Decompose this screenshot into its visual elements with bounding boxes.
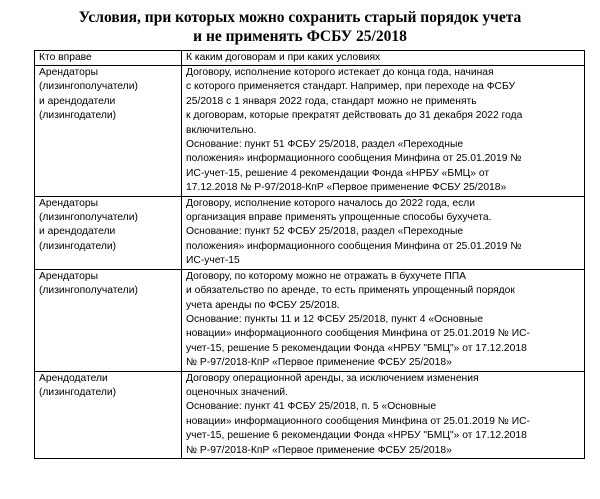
cell-conditions-line: 17.12.2018 № Р-97/2018-КпР «Первое применение ФСБУ 25/2018» [186,182,507,194]
cell-conditions-line: оценочных значений. [186,386,288,398]
cell-conditions [182,66,585,197]
title-line-1: Условия, при которых можно сохранить старый порядок учета [78,9,522,26]
cell-who [35,66,182,197]
cell-conditions-line: Основание: пункт 51 ФСБУ 25/2018, раздел «Переходные [186,139,464,151]
cell-who-line: и арендодатели [39,95,116,107]
table-header-row [35,51,585,66]
cell-conditions [182,371,585,458]
cell-who-line: (лизингодатели) [39,386,117,398]
table-body [35,66,585,459]
header-who: Кто вправе [35,51,182,66]
cell-conditions-line: положения» информационного сообщения Минфина от 25.01.2019 № [186,153,522,165]
table-row [35,196,585,269]
cell-conditions-line: № Р-97/2018-КпР «Первое применение ФСБУ 25/2018» [186,357,452,369]
table-row [35,66,585,197]
cell-conditions-line: № Р-97/2018-КпР «Первое применение ФСБУ 25/2018» [186,444,452,456]
document-title [0,8,600,46]
cell-who-line: и арендодатели [39,226,116,238]
table-row [35,269,585,371]
cell-conditions-line: к договорам, которые прекратят действовать до 31 декабря 2022 года [186,110,523,122]
cell-conditions [182,269,585,371]
cell-conditions [182,196,585,269]
header-which: К каким договорам и при каких условиях [182,51,585,66]
cell-who-line: Арендаторы [39,67,98,78]
cell-conditions-line: ИС-учет-15, решение 4 рекомендации Фонда «НРБУ «БМЦ» от [186,167,490,179]
cell-conditions-line: включительно. [186,124,257,136]
cell-conditions-line: Основание: пункты 11 и 12 ФСБУ 25/2018, пункт 4 «Основные [186,313,483,325]
cell-who-line: Арендаторы [39,270,98,282]
cell-who-line: (лизингополучатели) [39,212,138,224]
cell-who-line: Арендодатели [39,372,108,384]
cell-who-line: (лизингополучатели) [39,81,138,93]
cell-conditions-line: учет-15, решение 6 рекомендации Фонда «НРБУ "БМЦ"» от 17.12.2018 [186,430,527,442]
cell-conditions-line: Основание: пункт 41 ФСБУ 25/2018, п. 5 «Основные [186,401,437,413]
cell-who [35,269,182,371]
cell-conditions-line: Договору, исполнение которого началось до 2022 года, если [186,197,476,209]
cell-conditions-line: ИС-учет-15 [186,255,240,267]
cell-conditions-line: положения» информационного сообщения Минфина от 25.01.2019 № [186,240,522,252]
cell-conditions-line: Договору, исполнение которого истекает до конца года, начиная [186,67,494,78]
cell-who-line: Арендаторы [39,197,98,209]
cell-conditions-line: Договору, по которому можно не отражать в бухучете ППА [186,270,467,282]
cell-who [35,196,182,269]
cell-who [35,371,182,458]
cell-conditions-line: 25/2018 с 1 января 2022 года, стандарт можно не применять [186,95,477,107]
cell-conditions-line: учета аренды по ФСБУ 25/2018. [186,299,340,311]
cell-who-line: (лизингополучатели) [39,285,138,297]
cell-conditions-line: и обязательство по аренде, то есть применять упрощенный порядок [186,285,515,297]
title-line-2: и не применять ФСБУ 25/2018 [193,28,407,45]
cell-who-line: (лизингодатели) [39,240,117,252]
cell-conditions-line: Договору операционной аренды, за исключением изменения [186,372,479,384]
cell-conditions-line: Основание: пункт 52 ФСБУ 25/2018, раздел «Переходные [186,226,464,238]
cell-who-line: (лизингодатели) [39,110,117,122]
conditions-table [34,50,585,459]
cell-conditions-line: с которого применяется стандарт. Например, при переходе на ФСБУ [186,81,516,93]
cell-conditions-line: новации» информационного сообщения Минфина от 25.01.2019 № ИС- [186,415,530,427]
cell-conditions-line: учет-15, решение 5 рекомендации Фонда «НРБУ "БМЦ"» от 17.12.2018 [186,342,527,354]
cell-conditions-line: организация вправе применять упрощенные способы бухучета. [186,212,492,224]
cell-conditions-line: новации» информационного сообщения Минфина от 25.01.2019 № ИС- [186,328,530,340]
table-row [35,371,585,458]
